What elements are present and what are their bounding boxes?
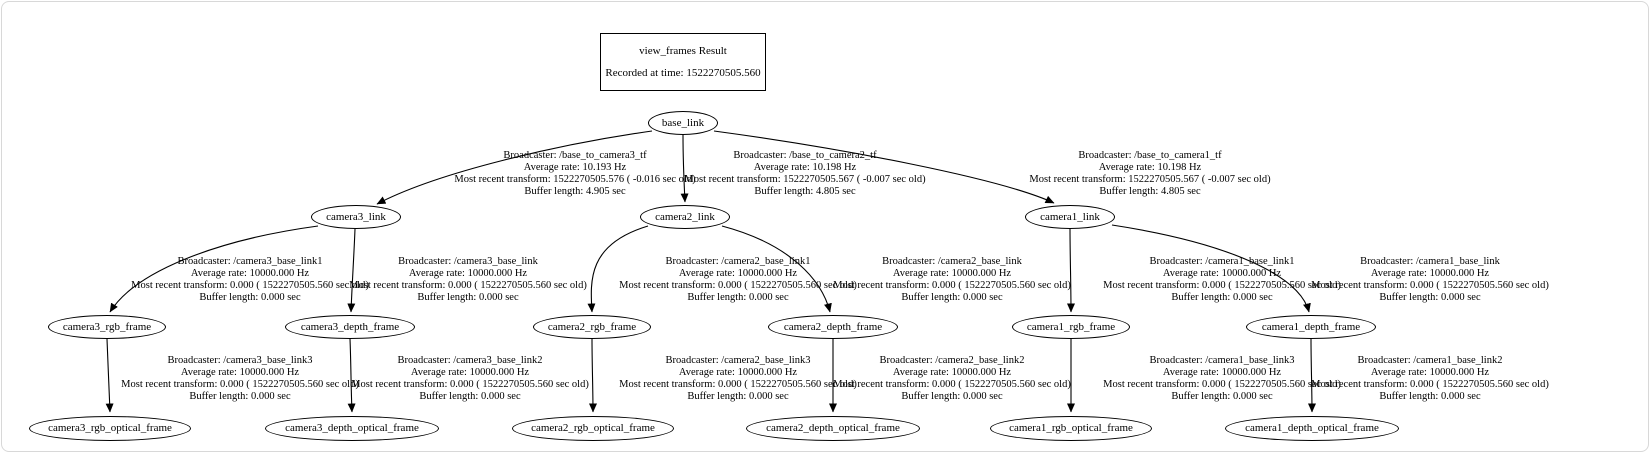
tf-frame-node-label: camera2_depth_frame bbox=[783, 321, 883, 333]
edge-label-most-recent-transform: Most recent transform: 1522270505.567 ( -0.007 sec old) bbox=[1029, 174, 1271, 185]
edge-label-buffer-length: Buffer length: 0.000 sec bbox=[1379, 391, 1481, 402]
edge-label-buffer-length: Buffer length: 4.905 sec bbox=[524, 186, 626, 197]
node-camera2_depth_optical_frame bbox=[746, 416, 920, 441]
edge-label-buffer-length: Buffer length: 0.000 sec bbox=[901, 391, 1003, 402]
edge-label-buffer-length: Buffer length: 0.000 sec bbox=[901, 292, 1003, 303]
node-camera3_rgb_optical_frame bbox=[29, 416, 191, 441]
edge-label-broadcaster: Broadcaster: /camera2_base_link3 bbox=[665, 355, 811, 366]
edge-label-buffer-length: Buffer length: 0.000 sec bbox=[1379, 292, 1481, 303]
edge-label-broadcaster: Broadcaster: /camera3_base_link3 bbox=[167, 355, 313, 366]
edge-label-average-rate: Average rate: 10000.000 Hz bbox=[1162, 268, 1282, 279]
tf-frame-node-label: camera2_rgb_frame bbox=[547, 321, 637, 333]
edge-label-most-recent-transform: Most recent transform: 0.000 ( 1522270505.560 sec old) bbox=[131, 280, 369, 291]
edge-label-most-recent-transform: Most recent transform: 0.000 ( 1522270505.560 sec old) bbox=[351, 379, 589, 390]
tf-frame-node-label: camera3_depth_optical_frame bbox=[285, 422, 419, 434]
edge-label-buffer-length: Buffer length: 0.000 sec bbox=[687, 292, 789, 303]
node-camera2_rgb_frame bbox=[533, 315, 651, 339]
node-camera1_link bbox=[1025, 205, 1115, 229]
edge-label-most-recent-transform: Most recent transform: 0.000 ( 1522270505.560 sec old) bbox=[619, 280, 857, 291]
edge-label-buffer-length: Buffer length: 0.000 sec bbox=[687, 391, 789, 402]
node-camera3_depth_optical_frame bbox=[265, 416, 439, 441]
edge-label-average-rate: Average rate: 10000.000 Hz bbox=[678, 268, 798, 279]
edge-label-average-rate: Average rate: 10000.000 Hz bbox=[180, 367, 300, 378]
edge-label-average-rate: Average rate: 10.198 Hz bbox=[753, 162, 857, 173]
tf-frame-node-label: camera1_link bbox=[1040, 211, 1100, 223]
tf-frame-node-label: camera1_depth_optical_frame bbox=[1245, 422, 1379, 434]
edge-label-buffer-length: Buffer length: 0.000 sec bbox=[199, 292, 301, 303]
edge-label-most-recent-transform: Most recent transform: 1522270505.567 ( -0.007 sec old) bbox=[684, 174, 926, 185]
edge-label-most-recent-transform: Most recent transform: 1522270505.576 ( -0.016 sec old) bbox=[454, 174, 696, 185]
node-camera1_rgb_frame bbox=[1012, 315, 1130, 339]
edge-label-camera1_depth_frame-to-camera1_depth_optical_frame bbox=[1250, 355, 1610, 403]
edge-label-camera1_link-to-camera1_depth_frame bbox=[1250, 256, 1610, 304]
tf-frame-node-label: camera3_rgb_optical_frame bbox=[48, 422, 172, 434]
title-box-recorded-time: Recorded at time: 1522270505.560 bbox=[605, 67, 761, 80]
edge-label-most-recent-transform: Most recent transform: 0.000 ( 1522270505.560 sec old) bbox=[349, 280, 587, 291]
tf-frame-node-label: camera1_depth_frame bbox=[1261, 321, 1361, 333]
edge-label-average-rate: Average rate: 10000.000 Hz bbox=[678, 367, 798, 378]
edge-label-average-rate: Average rate: 10000.000 Hz bbox=[892, 367, 1012, 378]
node-camera1_depth_optical_frame bbox=[1225, 416, 1399, 441]
edge-label-broadcaster: Broadcaster: /camera1_base_link3 bbox=[1149, 355, 1295, 366]
edge-label-average-rate: Average rate: 10000.000 Hz bbox=[1370, 268, 1490, 279]
edge-label-broadcaster: Broadcaster: /camera3_base_link2 bbox=[397, 355, 543, 366]
edge-label-broadcaster: Broadcaster: /camera2_base_link1 bbox=[665, 256, 811, 267]
edge-label-most-recent-transform: Most recent transform: 0.000 ( 1522270505.560 sec old) bbox=[1103, 280, 1341, 291]
edge-label-broadcaster: Broadcaster: /camera3_base_link1 bbox=[177, 256, 323, 267]
tf-frame-node-label: camera3_rgb_frame bbox=[62, 321, 152, 333]
edge-label-broadcaster: Broadcaster: /base_to_camera3_tf bbox=[503, 150, 647, 161]
edge-label-broadcaster: Broadcaster: /base_to_camera1_tf bbox=[1078, 150, 1222, 161]
edge-label-average-rate: Average rate: 10000.000 Hz bbox=[892, 268, 1012, 279]
edge-label-most-recent-transform: Most recent transform: 0.000 ( 1522270505.560 sec old) bbox=[833, 379, 1071, 390]
edge-label-buffer-length: Buffer length: 4.805 sec bbox=[754, 186, 856, 197]
edge-label-buffer-length: Buffer length: 0.000 sec bbox=[189, 391, 291, 402]
edge-label-broadcaster: Broadcaster: /base_to_camera2_tf bbox=[733, 150, 877, 161]
node-camera2_link bbox=[640, 205, 730, 229]
edge-label-average-rate: Average rate: 10000.000 Hz bbox=[408, 268, 528, 279]
tf-frame-node-label: camera2_link bbox=[655, 211, 715, 223]
edge-label-broadcaster: Broadcaster: /camera1_base_link2 bbox=[1357, 355, 1503, 366]
tf-frame-node-label: camera1_rgb_frame bbox=[1026, 321, 1116, 333]
node-camera2_depth_frame bbox=[768, 315, 898, 339]
edge-label-broadcaster: Broadcaster: /camera1_base_link1 bbox=[1149, 256, 1295, 267]
node-camera3_depth_frame bbox=[285, 315, 415, 339]
edge-label-buffer-length: Buffer length: 0.000 sec bbox=[419, 391, 521, 402]
tf-frame-node-label: camera2_depth_optical_frame bbox=[766, 422, 900, 434]
edge-label-base_link-to-camera1_link bbox=[970, 150, 1330, 198]
edge-label-average-rate: Average rate: 10000.000 Hz bbox=[190, 268, 310, 279]
tf-frame-node-label: camera3_depth_frame bbox=[300, 321, 400, 333]
edge-label-average-rate: Average rate: 10000.000 Hz bbox=[410, 367, 530, 378]
edge-label-most-recent-transform: Most recent transform: 0.000 ( 1522270505.560 sec old) bbox=[833, 280, 1071, 291]
node-camera1_rgb_optical_frame bbox=[990, 416, 1152, 441]
edge-label-buffer-length: Buffer length: 0.000 sec bbox=[1171, 292, 1273, 303]
edge-label-buffer-length: Buffer length: 0.000 sec bbox=[1171, 391, 1273, 402]
edge-label-most-recent-transform: Most recent transform: 0.000 ( 1522270505.560 sec old) bbox=[121, 379, 359, 390]
title-box-title: view_frames Result bbox=[639, 44, 727, 57]
node-camera1_depth_frame bbox=[1246, 315, 1376, 339]
edge-label-most-recent-transform: Most recent transform: 0.000 ( 1522270505.560 sec old) bbox=[1103, 379, 1341, 390]
edge-label-buffer-length: Buffer length: 4.805 sec bbox=[1099, 186, 1201, 197]
edge-label-average-rate: Average rate: 10.193 Hz bbox=[523, 162, 627, 173]
edge-label-buffer-length: Buffer length: 0.000 sec bbox=[417, 292, 519, 303]
edge-label-most-recent-transform: Most recent transform: 0.000 ( 1522270505.560 sec old) bbox=[1311, 280, 1549, 291]
tf-frame-node-label: camera3_link bbox=[326, 211, 386, 223]
edge-label-broadcaster: Broadcaster: /camera2_base_link bbox=[882, 256, 1022, 267]
edge-label-average-rate: Average rate: 10000.000 Hz bbox=[1370, 367, 1490, 378]
edge-label-broadcaster: Broadcaster: /camera3_base_link bbox=[398, 256, 538, 267]
tf-frame-node-label: camera2_rgb_optical_frame bbox=[531, 422, 655, 434]
tf-frame-node-label: base_link bbox=[661, 117, 705, 129]
edge-label-average-rate: Average rate: 10000.000 Hz bbox=[1162, 367, 1282, 378]
node-camera2_rgb_optical_frame bbox=[512, 416, 674, 441]
edge-label-base_link-to-camera2_link bbox=[625, 150, 985, 198]
title-box bbox=[600, 33, 766, 91]
edge-label-most-recent-transform: Most recent transform: 0.000 ( 1522270505.560 sec old) bbox=[1311, 379, 1549, 390]
node-camera3_rgb_frame bbox=[48, 315, 166, 339]
edge-label-average-rate: Average rate: 10.198 Hz bbox=[1098, 162, 1202, 173]
node-camera3_link bbox=[311, 205, 401, 229]
edge-label-broadcaster: Broadcaster: /camera1_base_link bbox=[1360, 256, 1500, 267]
node-base_link bbox=[648, 111, 718, 135]
tf-frame-node-label: camera1_rgb_optical_frame bbox=[1009, 422, 1133, 434]
edge-label-broadcaster: Broadcaster: /camera2_base_link2 bbox=[879, 355, 1025, 366]
edge-label-most-recent-transform: Most recent transform: 0.000 ( 1522270505.560 sec old) bbox=[619, 379, 857, 390]
